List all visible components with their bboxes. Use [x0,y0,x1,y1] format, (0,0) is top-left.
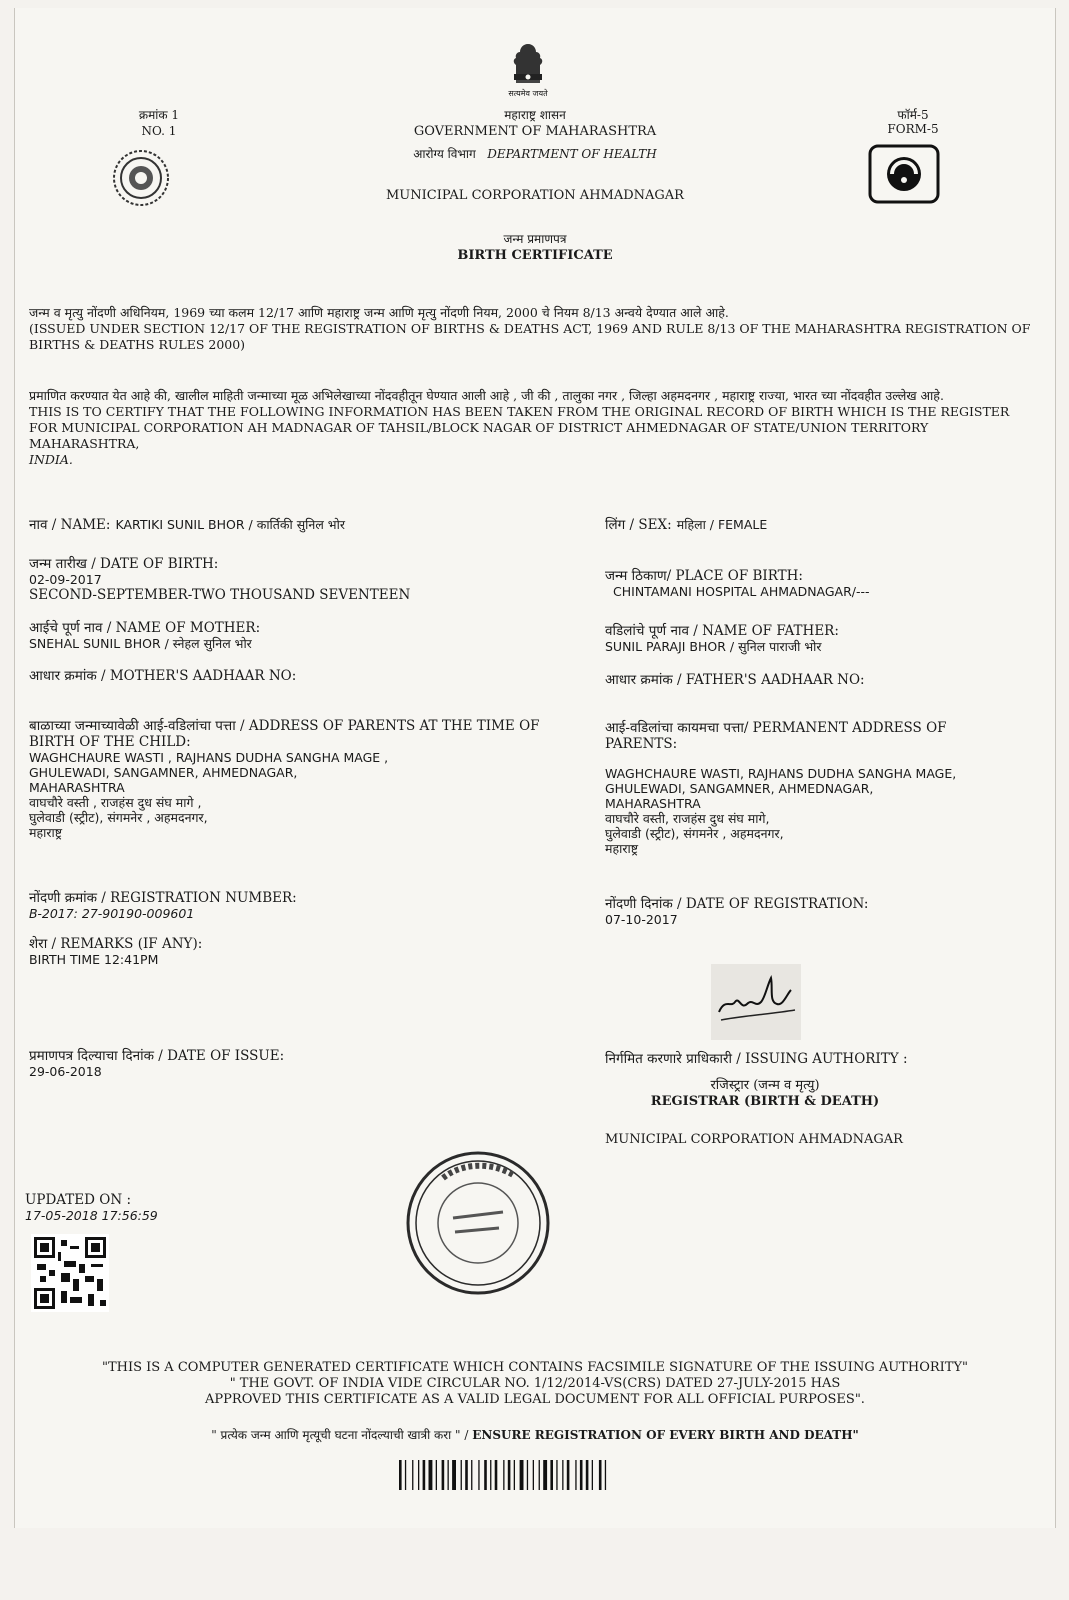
updated-on-value: 17-05-2018 17:56:59 [25,1208,158,1223]
number-english: NO. 1 [141,124,177,138]
sex-label: लिंग / SEX: [605,517,672,533]
registrar-block [615,1078,915,1110]
dob-words: SECOND-SEPTEMBER-TWO THOUSAND SEVENTEEN [29,587,411,603]
emblem-motto: सत्यमेव जयते [508,89,548,98]
health-department-logo-icon [868,144,940,204]
father-aadhaar-field [605,672,1035,688]
department-english: DEPARTMENT OF HEALTH [487,147,657,161]
department-line [335,145,735,162]
permanent-address-mr-line3: महाराष्ट्र [605,841,639,856]
date-of-issue-field [29,1048,569,1079]
corporation-heading: MUNICIPAL CORPORATION AHMADNAGAR [386,188,684,203]
registration-number-field [29,890,569,921]
date-of-registration-field [605,896,1035,927]
qr-code-icon [31,1234,109,1312]
footer-statement [55,1360,1015,1408]
certify-marathi: प्रमाणित करण्यात येत आहे की, खालील माहिती जन्माच्या मूळ अभिलेखाच्या नोंदवहीतून घेण्यात आली आहे , जी की , तालुका नगर , जिल्हा अहमदनगर , महाराष्ट्र राज्या, भारत च्या नोंदवहीत उल्लेख आहे. [29,388,944,403]
title-english: BIRTH CERTIFICATE [457,248,613,263]
government-marathi: महाराष्ट्र शासन [504,108,566,122]
date-of-issue-label: प्रमाणपत्र दिल्याचा दिनांक / DATE OF ISSUE: [29,1048,285,1064]
number-marathi: क्रमांक 1 [138,108,180,122]
registration-number-value: B-2017: 27-90190-009601 [29,906,195,921]
permanent-address-mr-line2: घुलेवाडी (स्ट्रीट), संगमनेर , अहमदनगर, [605,826,784,841]
place-of-birth-value: CHINTAMANI HOSPITAL AHMADNAGAR/--- [613,584,870,599]
address-at-birth-mr-line3: महाराष्ट्र [29,825,63,840]
authority-corporation: MUNICIPAL CORPORATION AHMADNAGAR [605,1132,903,1147]
footer-line-3: APPROVED THIS CERTIFICATE AS A VALID LEGAL DOCUMENT FOR ALL OFFICIAL PURPOSES". [205,1392,865,1407]
slogan-marathi: " प्रत्येक जन्म आणि मृत्यूची घटना नोंदल्याची खात्री करा " / [211,1428,469,1442]
permanent-address-mr-line1: वाघचौरे वस्ती, राजहंस दुध संघ मागे, [605,811,770,826]
registration-number-label: नोंदणी क्रमांक / REGISTRATION NUMBER: [29,890,297,906]
barcode-icon [399,1460,657,1490]
permanent-address-en-line2: GHULEWADI, SANGAMNER, AHMEDNAGAR, [605,781,874,796]
mother-name-value: SNEHAL SUNIL BHOR / स्नेहल सुनिल भोर [29,636,252,651]
sex-field [605,514,1035,533]
form-marathi: फॉर्म-5 [897,108,929,122]
updated-on-block [25,1192,225,1223]
dob-label: जन्म तारीख / DATE OF BIRTH: [29,556,219,572]
address-at-birth-en-line3: MAHARASHTRA [29,780,125,795]
address-at-birth-en-line2: GHULEWADI, SANGAMNER, AHMEDNAGAR, [29,765,298,780]
mother-aadhaar-label: आधार क्रमांक / MOTHER'S AADHAAR NO: [29,668,297,684]
permanent-address-en-line3: MAHARASHTRA [605,796,701,811]
father-aadhaar-label: आधार क्रमांक / FATHER'S AADHAAR NO: [605,672,865,688]
footer-slogan [55,1428,1015,1443]
place-of-birth-field [605,568,1035,599]
form-english: FORM-5 [887,122,939,136]
mother-name-field [29,620,569,651]
footer-line-1: "THIS IS A COMPUTER GENERATED CERTIFICATE WHICH CONTAINS FACSIMILE SIGNATURE OF THE ISSUING AUTHORITY" [101,1360,969,1375]
permanent-address-en-line1: WAGHCHAURE WASTI, RAJHANS DUDHA SANGHA MAGE, [605,766,957,781]
name-label: नाव / NAME: [29,517,111,533]
address-at-birth-label: बाळाच्या जन्माच्यावेळी आई-वडिलांचा पत्ता / ADDRESS OF PARENTS AT THE TIME OF BIRTH OF THE CHILD: [29,718,540,750]
department-marathi: आरोग्य विभाग [413,147,476,161]
date-of-issue-value: 29-06-2018 [29,1064,102,1079]
issued-under-english: (ISSUED UNDER SECTION 12/17 OF THE REGISTRATION OF BIRTHS & DEATHS ACT, 1969 AND RULE 8/13 OF THE MAHARASHTRA REGISTRATION OF BIRTHS & DEATHS RULES 2000) [29,321,1031,352]
title-marathi: जन्म प्रमाणपत्र [503,232,567,246]
issued-under-marathi: जन्म व मृत्यु नोंदणी अधिनियम, 1969 च्या कलम 12/17 आणि महाराष्ट्र जन्म आणि मृत्यु नोंदणी नियम, 2000 चे नियम 8/13 अन्वये देण्यात आले आहे. [29,305,729,320]
name-field [29,514,569,533]
maharashtra-seal-icon [111,148,171,208]
address-at-birth-field [29,718,589,840]
issuing-authority-label-block [605,1051,1045,1067]
registrar-marathi: रजिस्ट्रार (जन्म व मृत्यु) [710,1078,820,1093]
father-name-field [605,623,1035,654]
dob-value: 02-09-2017 [29,572,102,587]
remarks-field [29,936,569,967]
mother-aadhaar-field [29,668,569,684]
registrar-english: REGISTRAR (BIRTH & DEATH) [650,1094,880,1109]
mother-name-label: आईचे पूर्ण नाव / NAME OF MOTHER: [29,620,261,636]
certify-country: INDIA. [29,452,73,467]
date-of-registration-label: नोंदणी दिनांक / DATE OF REGISTRATION: [605,896,869,912]
remarks-label: शेरा / REMARKS (IF ANY): [29,936,203,952]
sex-value: महिला / FEMALE [676,517,768,532]
place-of-birth-label: जन्म ठिकाण/ PLACE OF BIRTH: [605,568,803,584]
certificate-page [14,8,1056,1528]
permanent-address-field [605,720,1005,856]
remarks-value: BIRTH TIME 12:41PM [29,952,159,967]
slogan-english: ENSURE REGISTRATION OF EVERY BIRTH AND DEATH" [472,1428,859,1442]
issuing-authority-label: निर्गमित करणारे प्राधिकारी / ISSUING AUTHORITY : [605,1051,908,1067]
updated-on-label: UPDATED ON : [25,1192,131,1208]
name-value: KARTIKI SUNIL BHOR / कार्तिकी सुनिल भोर [115,517,345,532]
date-of-birth-field [29,556,569,603]
government-english: GOVERNMENT OF MAHARASHTRA [413,124,657,139]
address-at-birth-mr-line1: वाघचौरे वस्ती , राजहंस दुध संघ मागे , [29,795,202,810]
address-at-birth-mr-line2: घुलेवाडी (स्ट्रीट), संगमनेर , अहमदनगर, [29,810,208,825]
father-name-label: वडिलांचे पूर्ण नाव / NAME OF FATHER: [605,623,839,639]
issued-under-paragraph [29,305,1039,353]
facsimile-signature [711,964,801,1040]
father-name-value: SUNIL PARAJI BHOR / सुनिल पाराजी भोर [605,639,822,654]
certify-paragraph [29,388,1039,468]
address-at-birth-en-line1: WAGHCHAURE WASTI , RAJHANS DUDHA SANGHA MAGE , [29,750,389,765]
date-of-registration-value: 07-10-2017 [605,912,678,927]
office-stamp-icon [403,1148,553,1298]
certify-english: THIS IS TO CERTIFY THAT THE FOLLOWING INFORMATION HAS BEEN TAKEN FROM THE ORIGINAL RECORD OF BIRTH WHICH IS THE REGISTER FOR MUNICIPAL CORPORATION AH MADNAGAR OF TAHSIL/BLOCK NAGAR OF DISTRICT AHMEDNAGAR OF STATE/UNION TERRITORY MAHARASHTRA, [29,404,1010,451]
footer-line-2: " THE GOVT. OF INDIA VIDE CIRCULAR NO. 1/12/2014-VS(CRS) DATED 27-JULY-2015 HAS [229,1376,841,1391]
permanent-address-label: आई-वडिलांचा कायमचा पत्ता/ PERMANENT ADDRESS OF PARENTS: [605,720,947,752]
